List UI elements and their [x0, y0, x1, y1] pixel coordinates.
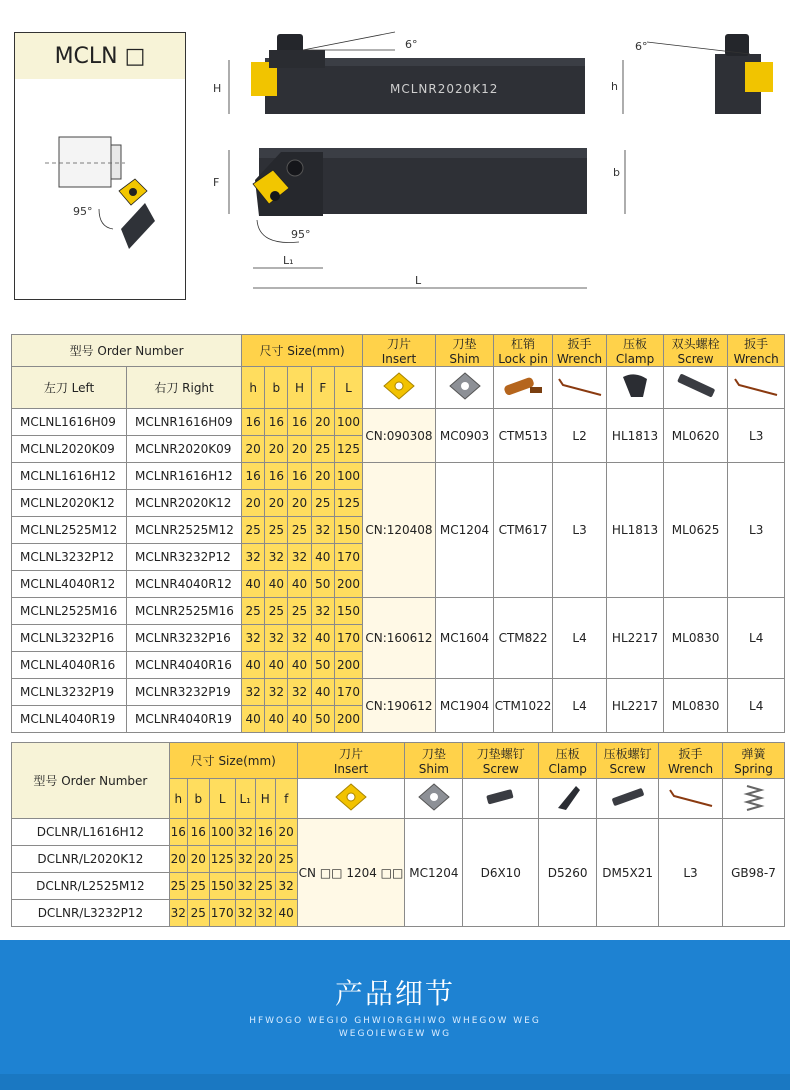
cell-f: 25	[275, 846, 297, 873]
cell-L: 100	[334, 463, 362, 490]
dim-L1: L₁	[283, 254, 294, 267]
mcln-spec-table	[11, 334, 785, 733]
cell-b: 40	[265, 571, 288, 598]
table-row-right: MCLNR2525M16	[127, 598, 242, 625]
table-row-right: MCLNR3232P12	[127, 544, 242, 571]
table-row-left: MCLNL2525M16	[12, 598, 127, 625]
group-clamp: HL2217	[607, 598, 664, 679]
lockpin-icon	[494, 367, 553, 409]
table-row-right: MCLNR2525M12	[127, 517, 242, 544]
table-row: DCLNR/L2525M12	[12, 873, 170, 900]
cell-F: 25	[311, 436, 334, 463]
cell-H: 25	[288, 517, 311, 544]
shim-icon	[435, 367, 494, 409]
cell-H: 40	[288, 571, 311, 598]
col-b: b	[265, 367, 288, 409]
cell-b: 32	[265, 679, 288, 706]
cell-h: 40	[242, 706, 265, 733]
group-lockpin: CTM513	[494, 409, 553, 463]
part-clamp: D5260	[539, 819, 597, 927]
cell-L1: 32	[235, 900, 255, 927]
cell-H: 16	[288, 409, 311, 436]
cell-f: 20	[275, 819, 297, 846]
part-shim-screw: D6X10	[463, 819, 539, 927]
col-H: H	[255, 779, 275, 819]
shim-screw-icon	[463, 779, 539, 819]
table-row-right: MCLNR3232P16	[127, 625, 242, 652]
tool-drawing	[195, 20, 785, 305]
cell-b: 40	[265, 706, 288, 733]
group-clamp: HL2217	[607, 679, 664, 733]
clamp-header: 压板 Clamp	[607, 335, 664, 367]
group-clamp: HL1813	[607, 463, 664, 598]
group-screw: ML0830	[663, 679, 728, 733]
cell-h: 32	[169, 900, 187, 927]
cell-h: 25	[242, 517, 265, 544]
group-lockpin: CTM822	[494, 598, 553, 679]
footer-subtitle-2: WEGOIEWGEW WG	[338, 1029, 452, 1039]
clamp-screw-header: 压板螺钉 Screw	[597, 743, 659, 779]
cell-b: 25	[187, 900, 209, 927]
cell-L: 125	[334, 436, 362, 463]
cell-F: 40	[311, 679, 334, 706]
part-insert: CN □□ 1204 □□	[297, 819, 405, 927]
dim-F: F	[213, 176, 220, 189]
table-row-right: MCLNR4040R19	[127, 706, 242, 733]
cell-H: 25	[255, 873, 275, 900]
cell-b: 16	[187, 819, 209, 846]
wrench-icon	[552, 367, 606, 409]
model-stamp: MCLNR2020K12	[390, 82, 499, 96]
cell-F: 50	[311, 571, 334, 598]
cell-h: 32	[242, 679, 265, 706]
col-f: f	[275, 779, 297, 819]
size-header: 尺寸 Size(mm)	[242, 335, 363, 367]
tool-type-illustration	[15, 79, 185, 299]
rake-angle-2: 6°	[635, 40, 648, 53]
group-shim: MC1204	[435, 463, 494, 598]
cell-L: 100	[334, 409, 362, 436]
group-insert: CN:120408	[363, 463, 436, 598]
cell-F: 50	[311, 706, 334, 733]
cell-h: 16	[169, 819, 187, 846]
insert-header: 刀片 Insert	[363, 335, 436, 367]
cell-b: 25	[265, 517, 288, 544]
footer-stripe	[0, 1074, 790, 1090]
wrench2-icon	[728, 367, 785, 409]
table-row-left: MCLNL4040R19	[12, 706, 127, 733]
wrench-header: 扳手 Wrench	[552, 335, 606, 367]
cell-L: 100	[209, 819, 235, 846]
table-row-right: MCLNR1616H09	[127, 409, 242, 436]
cell-H: 32	[288, 544, 311, 571]
part-shim: MC1204	[405, 819, 463, 927]
group-shim: MC1604	[435, 598, 494, 679]
cell-L: 170	[334, 544, 362, 571]
cell-F: 40	[311, 544, 334, 571]
group-insert: CN:160612	[363, 598, 436, 679]
cell-H: 20	[288, 436, 311, 463]
col-L: L	[209, 779, 235, 819]
insert-icon	[363, 367, 436, 409]
part-wrench: L3	[659, 819, 723, 927]
group-wrench2: L3	[728, 463, 785, 598]
col-h: h	[169, 779, 187, 819]
cell-F: 20	[311, 409, 334, 436]
cell-L: 150	[209, 873, 235, 900]
cell-F: 32	[311, 517, 334, 544]
cell-H: 25	[288, 598, 311, 625]
lockpin-header: 杠销 Lock pin	[494, 335, 553, 367]
shim-header: 刀垫 Shim	[405, 743, 463, 779]
group-clamp: HL1813	[607, 409, 664, 463]
cell-b: 20	[265, 436, 288, 463]
table-row-left: MCLNL1616H09	[12, 409, 127, 436]
cell-b: 32	[265, 544, 288, 571]
group-wrench2: L4	[728, 598, 785, 679]
order-number-header: 型号 Order Number	[12, 335, 242, 367]
cell-b: 25	[265, 598, 288, 625]
table-row-left: MCLNL1616H12	[12, 463, 127, 490]
table-row: DCLNR/L3232P12	[12, 900, 170, 927]
size-header: 尺寸 Size(mm)	[169, 743, 297, 779]
cell-L: 150	[334, 517, 362, 544]
dim-h: h	[611, 80, 618, 93]
group-insert: CN:190612	[363, 679, 436, 733]
group-wrench: L2	[552, 409, 606, 463]
table-row-right: MCLNR4040R12	[127, 571, 242, 598]
table-row-right: MCLNR2020K12	[127, 490, 242, 517]
col-L1: L₁	[235, 779, 255, 819]
table-row: DCLNR/L1616H12	[12, 819, 170, 846]
cell-L: 170	[334, 625, 362, 652]
table-row-left: MCLNL4040R16	[12, 652, 127, 679]
dim-L: L	[415, 274, 422, 287]
wrench-icon	[659, 779, 723, 819]
footer-subtitle: HFWOGO WEGIO GHWIORGHIWO WHEGOW WEG	[249, 1016, 541, 1026]
cell-H: 32	[288, 679, 311, 706]
cell-b: 16	[265, 409, 288, 436]
group-screw: ML0620	[663, 409, 728, 463]
cell-H: 40	[288, 652, 311, 679]
group-wrench2: L4	[728, 679, 785, 733]
footer-title: 产品细节	[334, 977, 455, 1010]
cell-F: 50	[311, 652, 334, 679]
label-angle: 95°	[73, 205, 93, 218]
group-shim: MC1904	[435, 679, 494, 733]
group-screw: ML0830	[663, 598, 728, 679]
screw-header: 双头螺栓 Screw	[663, 335, 728, 367]
shim-screw-header: 刀垫螺钉 Screw	[463, 743, 539, 779]
cell-L: 200	[334, 571, 362, 598]
cell-L: 125	[209, 846, 235, 873]
cell-L: 200	[334, 706, 362, 733]
spring-icon	[723, 779, 785, 819]
table-row-left: MCLNL3232P16	[12, 625, 127, 652]
cell-H: 32	[288, 625, 311, 652]
table-row-right: MCLNR3232P19	[127, 679, 242, 706]
table-row-left: MCLNL3232P12	[12, 544, 127, 571]
cell-h: 25	[242, 598, 265, 625]
table-row-right: MCLNR4040R16	[127, 652, 242, 679]
approach-angle: 95°	[291, 228, 311, 241]
group-insert: CN:090308	[363, 409, 436, 463]
dim-H: H	[213, 82, 222, 95]
insert-header: 刀片 Insert	[297, 743, 405, 779]
part-clamp-screw: DM5X21	[597, 819, 659, 927]
clamp-screw-icon	[597, 779, 659, 819]
cell-L: 125	[334, 490, 362, 517]
cell-b: 25	[187, 873, 209, 900]
tool-type-box	[14, 32, 186, 300]
cell-f: 40	[275, 900, 297, 927]
footer-banner	[0, 940, 790, 1090]
order-number-header: 型号 Order Number	[12, 743, 170, 819]
cell-b: 32	[265, 625, 288, 652]
cell-L1: 32	[235, 873, 255, 900]
cell-L1: 32	[235, 819, 255, 846]
table-row-left: MCLNL2020K09	[12, 436, 127, 463]
group-lockpin: CTM617	[494, 463, 553, 598]
col-F: F	[311, 367, 334, 409]
cell-H: 16	[255, 819, 275, 846]
cell-h: 40	[242, 571, 265, 598]
cell-h: 20	[242, 490, 265, 517]
group-wrench: L3	[552, 463, 606, 598]
cell-H: 20	[255, 846, 275, 873]
left-hand-header: 左刀 Left	[12, 367, 127, 409]
table-row-right: MCLNR2020K09	[127, 436, 242, 463]
cell-H: 32	[255, 900, 275, 927]
clamp-icon	[539, 779, 597, 819]
cell-h: 32	[242, 625, 265, 652]
group-wrench: L4	[552, 679, 606, 733]
cell-b: 20	[265, 490, 288, 517]
table-row-left: MCLNL2020K12	[12, 490, 127, 517]
cell-F: 20	[311, 463, 334, 490]
clamp-header: 压板 Clamp	[539, 743, 597, 779]
cell-L: 170	[209, 900, 235, 927]
shim-header: 刀垫 Shim	[435, 335, 494, 367]
col-H: H	[288, 367, 311, 409]
table-row-left: MCLNL3232P19	[12, 679, 127, 706]
cell-f: 32	[275, 873, 297, 900]
group-wrench2: L3	[728, 409, 785, 463]
dim-b: b	[613, 166, 620, 179]
cell-L: 200	[334, 652, 362, 679]
cell-L: 170	[334, 679, 362, 706]
cell-h: 25	[169, 873, 187, 900]
cell-H: 20	[288, 490, 311, 517]
rake-angle-1: 6°	[405, 38, 418, 51]
dcln-spec-table	[11, 742, 785, 927]
col-L: L	[334, 367, 362, 409]
group-wrench: L4	[552, 598, 606, 679]
cell-b: 20	[187, 846, 209, 873]
tool-type-title: MCLN □	[15, 33, 185, 80]
cell-H: 16	[288, 463, 311, 490]
clamp-icon	[607, 367, 664, 409]
cell-h: 40	[242, 652, 265, 679]
table-row: DCLNR/L2020K12	[12, 846, 170, 873]
cell-h: 16	[242, 463, 265, 490]
cell-F: 32	[311, 598, 334, 625]
cell-F: 25	[311, 490, 334, 517]
insert-icon	[297, 779, 405, 819]
cell-b: 40	[265, 652, 288, 679]
spring-header: 弹簧 Spring	[723, 743, 785, 779]
cell-h: 16	[242, 409, 265, 436]
group-shim: MC0903	[435, 409, 494, 463]
col-b: b	[187, 779, 209, 819]
cell-L1: 32	[235, 846, 255, 873]
cell-F: 40	[311, 625, 334, 652]
right-hand-header: 右刀 Right	[127, 367, 242, 409]
table-row-left: MCLNL2525M12	[12, 517, 127, 544]
cell-L: 150	[334, 598, 362, 625]
group-screw: ML0625	[663, 463, 728, 598]
part-spring: GB98-7	[723, 819, 785, 927]
table-row-right: MCLNR1616H12	[127, 463, 242, 490]
cell-h: 32	[242, 544, 265, 571]
cell-h: 20	[169, 846, 187, 873]
wrench2-header: 扳手 Wrench	[728, 335, 785, 367]
col-h: h	[242, 367, 265, 409]
group-lockpin: CTM1022	[494, 679, 553, 733]
cell-H: 40	[288, 706, 311, 733]
table-row-left: MCLNL4040R12	[12, 571, 127, 598]
cell-b: 16	[265, 463, 288, 490]
cell-h: 20	[242, 436, 265, 463]
wrench-header: 扳手 Wrench	[659, 743, 723, 779]
screw-icon	[663, 367, 728, 409]
shim-icon	[405, 779, 463, 819]
